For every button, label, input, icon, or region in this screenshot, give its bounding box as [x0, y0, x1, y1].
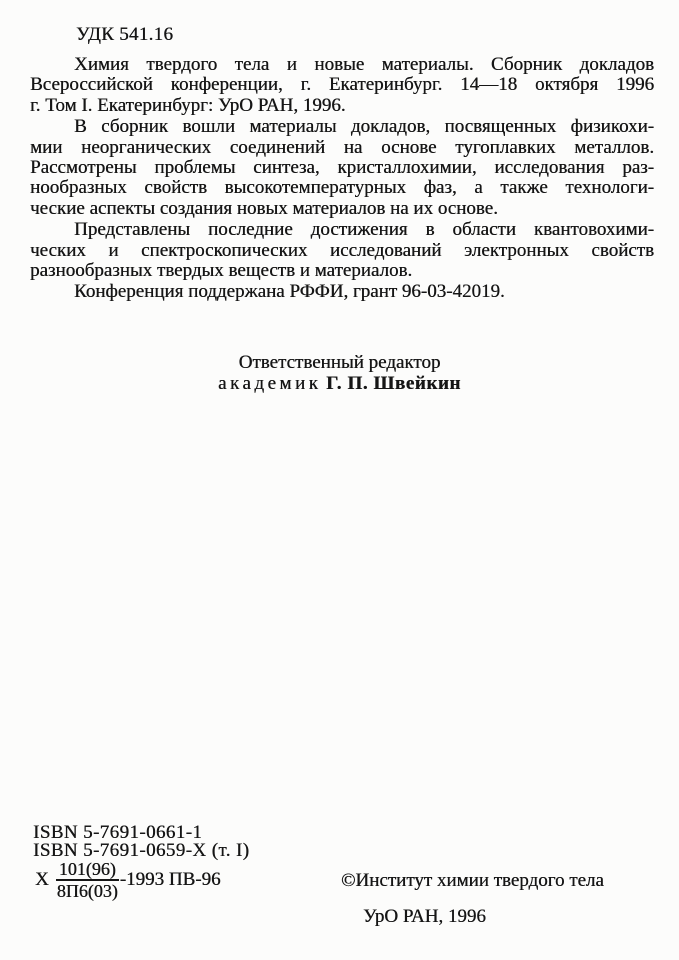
copyright-holder: ©Институт химии твердого тела — [341, 870, 604, 891]
copyright-year: УрО РАН, 1996 — [363, 906, 486, 927]
text-line: Химия твердого тела и новые материалы. Сборник докладов — [74, 54, 654, 75]
classification-numerator: 101(96) — [56, 861, 119, 881]
classification-prefix: Х — [35, 869, 49, 890]
text-line: Конференция поддержана РФФИ, грант 96-03-42019. — [74, 281, 505, 303]
editor-block — [0, 352, 679, 394]
isbn-volume-1: ISBN 5-7691-0659-X (т. I) — [33, 840, 250, 861]
text-line: ческие аспекты создания новых материалов на их основе. — [30, 197, 498, 219]
classification-denominator: 8П6(03) — [56, 881, 118, 901]
text-line: ческих и спектроскопических исследований электронных свойств — [30, 239, 654, 261]
classification-code — [35, 861, 221, 899]
text-line: разнообразных твердых веществ и материалов. — [30, 260, 413, 282]
editor-line — [0, 373, 679, 394]
text-line: г. Том I. Екатеринбург: УрО РАН, 1996. — [30, 94, 346, 116]
udk-classification: УДК 541.16 — [76, 24, 174, 45]
abstract-paragraph-2 — [30, 220, 654, 281]
text-line: нообразных свойств высокотемпературных фаз, а также технологи- — [30, 177, 654, 199]
text-line: Рассмотрены проблемы синтеза, кристаллохимии, исследования раз- — [30, 157, 654, 179]
classification-suffix: -1993 ПВ-96 — [119, 869, 221, 890]
editor-role: Ответственный редактор — [238, 352, 441, 373]
text-line: Всероссийской конференции, г. Екатеринбург. 14—18 октября 1996 — [30, 74, 654, 96]
text-line: В сборник вошли материалы докладов, посвященных физикохи- — [74, 116, 654, 138]
isbn-volume-set: ISBN 5-7691-0661-1 — [33, 822, 203, 843]
abstract-paragraph-1 — [30, 117, 654, 219]
editor-title: академик — [218, 373, 322, 394]
text-line: Представлены последние достижения в области квантовохими- — [74, 219, 654, 241]
text-line: мии неорганических соединений на основе тугоплавких металлов. — [30, 136, 654, 158]
annotation-block — [30, 55, 654, 304]
classification-fraction — [56, 861, 119, 899]
funding-note — [30, 282, 654, 302]
editor-name: Г. П. Швейкин — [326, 373, 461, 394]
bibliographic-description — [30, 55, 654, 116]
